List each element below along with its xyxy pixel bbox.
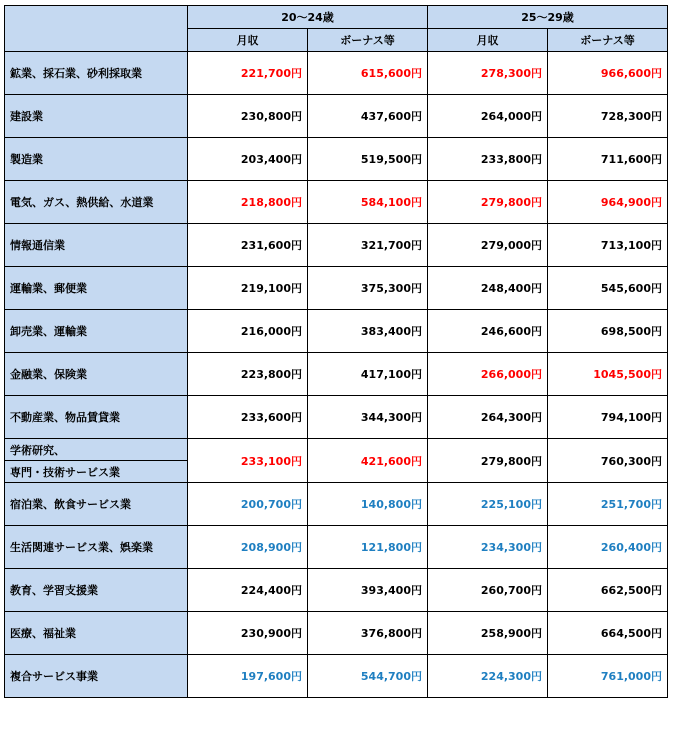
- table-cell: 264,000円: [428, 95, 548, 138]
- table-cell: 794,100円: [548, 396, 668, 439]
- table-cell: 711,600円: [548, 138, 668, 181]
- table-cell: 544,700円: [308, 655, 428, 698]
- table-cell: 223,800円: [188, 353, 308, 396]
- table-row: [5, 353, 668, 396]
- corner-cell: [5, 6, 188, 52]
- table-cell: 760,300円: [548, 439, 668, 483]
- table-cell: 279,000円: [428, 224, 548, 267]
- table-row: [5, 310, 668, 353]
- age-group-20-24: 20〜24歳: [188, 6, 428, 29]
- table-cell: 393,400円: [308, 569, 428, 612]
- table-cell: 233,800円: [428, 138, 548, 181]
- table-cell: 251,700円: [548, 483, 668, 526]
- row-label: 医療、福祉業: [5, 612, 188, 655]
- row-label: 金融業、保険業: [5, 353, 188, 396]
- table-cell: 421,600円: [308, 439, 428, 483]
- table-cell: 200,700円: [188, 483, 308, 526]
- table-cell: 964,900円: [548, 181, 668, 224]
- table-cell: 278,300円: [428, 52, 548, 95]
- table-cell: 375,300円: [308, 267, 428, 310]
- row-label: 鉱業、採石業、砂利採取業: [5, 52, 188, 95]
- table-cell: 761,000円: [548, 655, 668, 698]
- table-cell: 662,500円: [548, 569, 668, 612]
- table-cell: 230,900円: [188, 612, 308, 655]
- row-label: 情報通信業: [5, 224, 188, 267]
- row-label: 専門・技術サービス業: [5, 461, 188, 483]
- table-cell: 966,600円: [548, 52, 668, 95]
- table-cell: 140,800円: [308, 483, 428, 526]
- table-cell: 233,100円: [188, 439, 308, 483]
- row-label: 不動産業、物品賃貸業: [5, 396, 188, 439]
- table-cell: 279,800円: [428, 181, 548, 224]
- table-cell: 225,100円: [428, 483, 548, 526]
- table-cell: 218,800円: [188, 181, 308, 224]
- table-row: [5, 569, 668, 612]
- table-cell: 260,700円: [428, 569, 548, 612]
- table-cell: 203,400円: [188, 138, 308, 181]
- table-cell: 519,500円: [308, 138, 428, 181]
- row-label: 学術研究、: [5, 439, 188, 461]
- table-cell: 615,600円: [308, 52, 428, 95]
- row-label: 複合サービス事業: [5, 655, 188, 698]
- table-row: [5, 396, 668, 439]
- sub-header-monthly: 月収: [188, 29, 308, 52]
- table-cell: 246,600円: [428, 310, 548, 353]
- table-cell: 437,600円: [308, 95, 428, 138]
- sub-header-monthly: 月収: [428, 29, 548, 52]
- table-cell: 258,900円: [428, 612, 548, 655]
- table-cell: 417,100円: [308, 353, 428, 396]
- table-cell: 233,600円: [188, 396, 308, 439]
- table-cell: 234,300円: [428, 526, 548, 569]
- row-label: 生活関連サービス業、娯楽業: [5, 526, 188, 569]
- table-cell: 383,400円: [308, 310, 428, 353]
- row-label: 教育、学習支援業: [5, 569, 188, 612]
- table-row: [5, 95, 668, 138]
- table-cell: 698,500円: [548, 310, 668, 353]
- table-cell: 1045,500円: [548, 353, 668, 396]
- age-group-25-29: 25〜29歳: [428, 6, 668, 29]
- table-cell: 231,600円: [188, 224, 308, 267]
- table-row: [5, 439, 668, 461]
- row-label: 製造業: [5, 138, 188, 181]
- table-row: [5, 138, 668, 181]
- table-cell: 321,700円: [308, 224, 428, 267]
- table-row: [5, 526, 668, 569]
- table-cell: 279,800円: [428, 439, 548, 483]
- table-cell: 221,700円: [188, 52, 308, 95]
- table-cell: 224,400円: [188, 569, 308, 612]
- table-cell: 197,600円: [188, 655, 308, 698]
- table-row: [5, 612, 668, 655]
- sub-header-bonus: ボーナス等: [308, 29, 428, 52]
- table-row: [5, 483, 668, 526]
- table-row: [5, 655, 668, 698]
- table-row: [5, 181, 668, 224]
- table-row: [5, 267, 668, 310]
- table-cell: 664,500円: [548, 612, 668, 655]
- table-cell: 216,000円: [188, 310, 308, 353]
- table-cell: 121,800円: [308, 526, 428, 569]
- header-row-groups: [5, 6, 668, 29]
- table-cell: 728,300円: [548, 95, 668, 138]
- table-cell: 713,100円: [548, 224, 668, 267]
- table-cell: 248,400円: [428, 267, 548, 310]
- row-label: 電気、ガス、熱供給、水道業: [5, 181, 188, 224]
- row-label: 運輸業、郵便業: [5, 267, 188, 310]
- row-label: 宿泊業、飲食サービス業: [5, 483, 188, 526]
- sub-header-bonus: ボーナス等: [548, 29, 668, 52]
- table-cell: 376,800円: [308, 612, 428, 655]
- row-label: 卸売業、運輸業: [5, 310, 188, 353]
- table-cell: 230,800円: [188, 95, 308, 138]
- table-cell: 208,900円: [188, 526, 308, 569]
- table-body: [5, 52, 668, 698]
- table-cell: 224,300円: [428, 655, 548, 698]
- table-cell: 266,000円: [428, 353, 548, 396]
- row-label: 建設業: [5, 95, 188, 138]
- table-cell: 260,400円: [548, 526, 668, 569]
- table-row: [5, 52, 668, 95]
- table-cell: 264,300円: [428, 396, 548, 439]
- table-cell: 545,600円: [548, 267, 668, 310]
- table-cell: 344,300円: [308, 396, 428, 439]
- table-cell: 219,100円: [188, 267, 308, 310]
- table-cell: 584,100円: [308, 181, 428, 224]
- salary-table: [4, 5, 668, 698]
- table-row: [5, 224, 668, 267]
